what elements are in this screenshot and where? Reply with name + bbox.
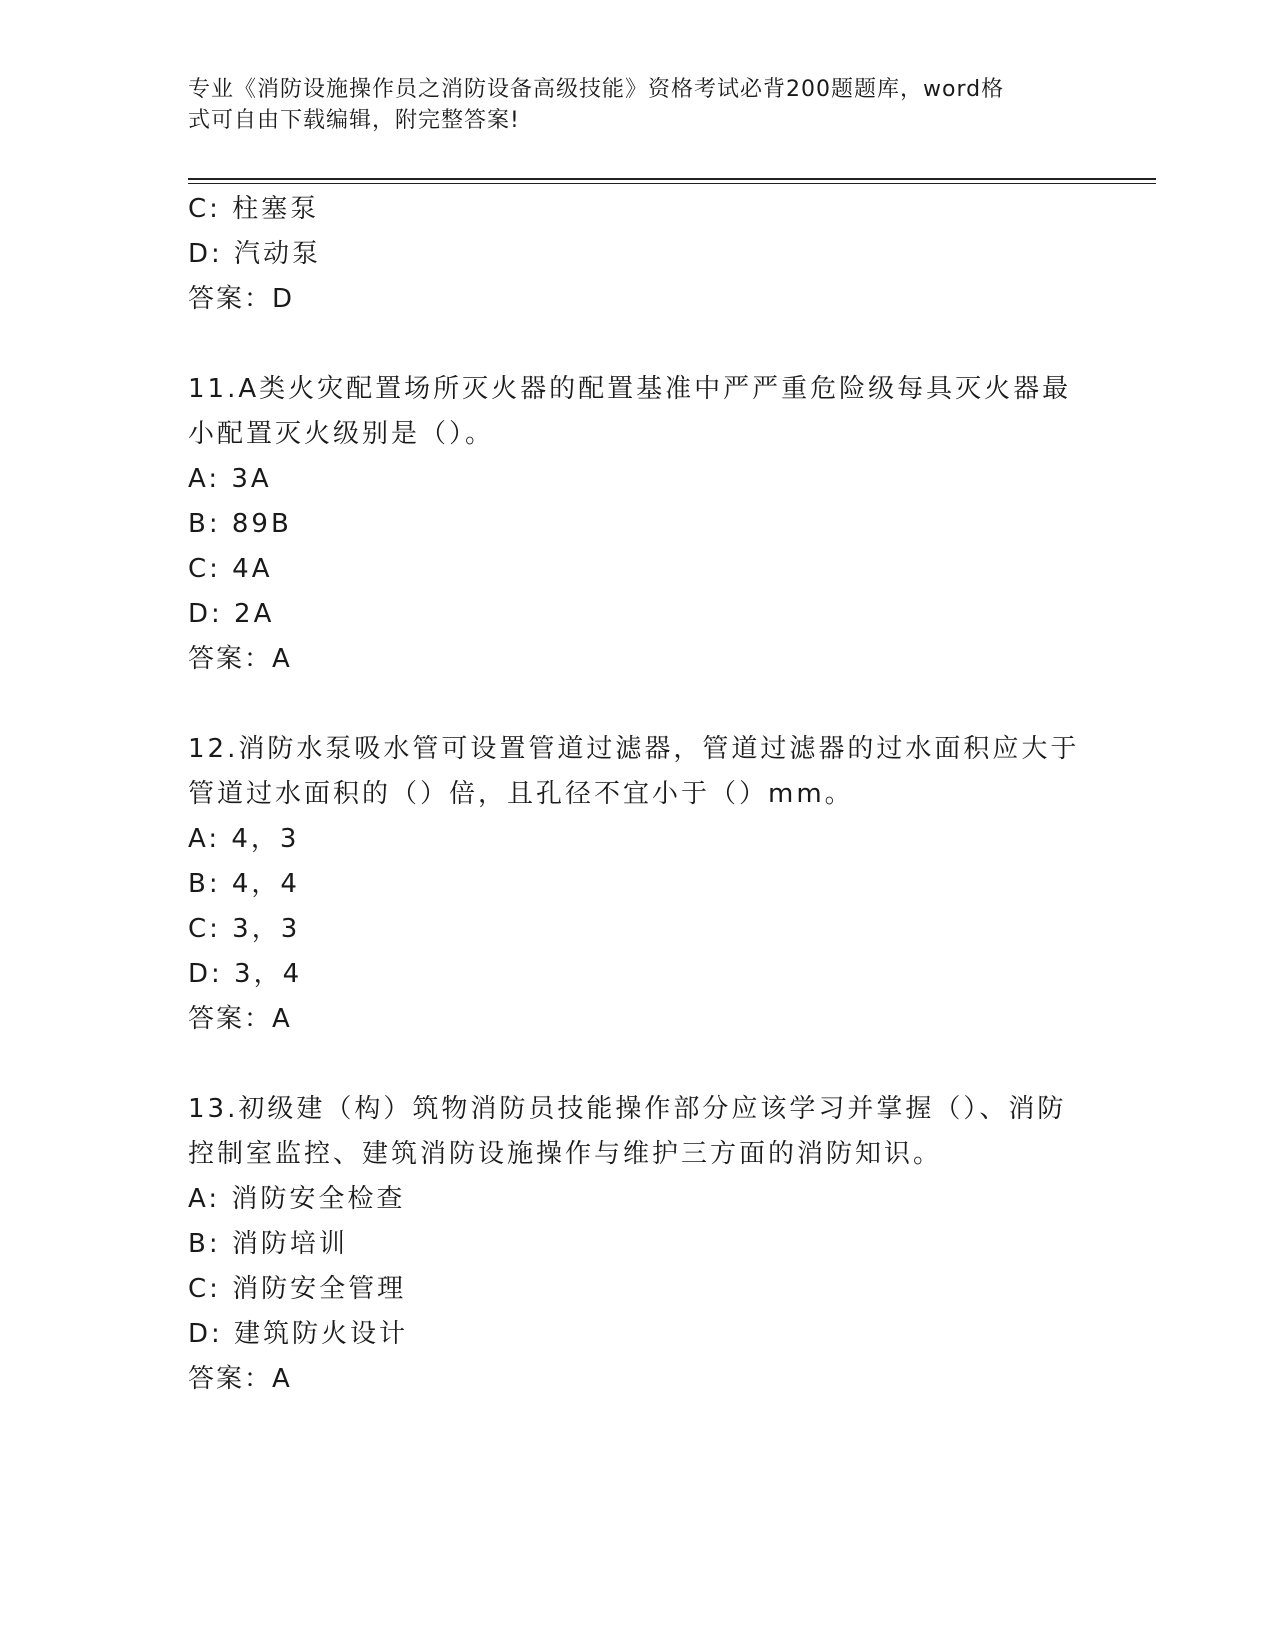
q12-option-a: A: 4，3	[188, 824, 300, 854]
q11-option-b: B: 89B	[188, 509, 292, 539]
q11-option-c: C: 4A	[188, 554, 273, 584]
q12-stem-line-1: 12.消防水泵吸水管可设置管道过滤器，管道过滤器的过水面积应大于	[188, 734, 1080, 764]
header-divider-thin	[188, 183, 1156, 184]
q11-option-d: D: 2A	[188, 599, 275, 629]
q10-option-c: C: 柱塞泵	[188, 194, 320, 224]
q10-answer: 答案：D	[188, 284, 295, 314]
q13-option-a: A: 消防安全检查	[188, 1184, 406, 1214]
header-line-1: 专业《消防设施操作员之消防设备高级技能》资格考试必背200题题库，word格	[188, 77, 1005, 102]
q10-option-d: D: 汽动泵	[188, 239, 322, 269]
q13-stem-line-1: 13.初级建（构）筑物消防员技能操作部分应该学习并掌握（）、消防	[188, 1094, 1067, 1124]
header-divider-thick	[188, 178, 1156, 180]
q13-option-b: B: 消防培训	[188, 1229, 348, 1259]
header-line-2: 式可自由下载编辑，附完整答案!	[188, 108, 520, 133]
document-header	[188, 74, 1068, 136]
q12-answer: 答案：A	[188, 1004, 292, 1034]
q12-stem-line-2: 管道过水面积的（）倍，且孔径不宜小于（）mm。	[188, 779, 854, 809]
q11-answer: 答案：A	[188, 644, 292, 674]
q11-stem-line-1: 11.A类火灾配置场所灭火器的配置基准中严严重危险级每具灭火器最	[188, 374, 1072, 404]
q13-stem-line-2: 控制室监控、建筑消防设施操作与维护三方面的消防知识。	[188, 1139, 943, 1169]
q13-option-c: C: 消防安全管理	[188, 1274, 407, 1304]
q13-option-d: D: 建筑防火设计	[188, 1319, 409, 1349]
q13-answer: 答案：A	[188, 1364, 292, 1394]
q12-option-b: B: 4，4	[188, 869, 300, 899]
q12-option-c: C: 3，3	[188, 914, 301, 944]
q11-option-a: A: 3A	[188, 464, 272, 494]
q11-stem-line-2: 小配置灭火级别是（）。	[188, 419, 495, 449]
q12-option-d: D: 3，4	[188, 959, 303, 989]
